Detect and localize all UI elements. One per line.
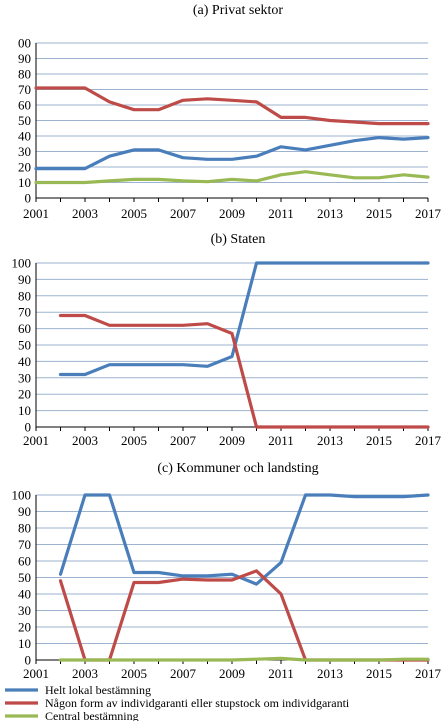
y-tick-label: 20 <box>18 159 31 175</box>
y-tick-label: 80 <box>18 520 31 536</box>
x-tick-label: 2007 <box>170 433 196 448</box>
x-tick-label: 2001 <box>23 666 49 681</box>
y-tick-label: 90 <box>18 51 31 66</box>
x-tick-label: 2003 <box>72 433 98 448</box>
y-tick-label: 00 <box>18 35 31 51</box>
x-tick-label: 2007 <box>170 666 196 681</box>
chart-title: (b) Staten <box>210 232 266 247</box>
series-line-helt-lokal-best-mning <box>61 495 429 584</box>
x-tick-label: 2013 <box>317 433 343 448</box>
legend-label: Helt lokal bestämning <box>45 683 151 697</box>
series-line-central-best-mning <box>36 172 428 183</box>
y-tick-label: 50 <box>18 337 31 353</box>
x-tick-label: 2015 <box>366 666 392 681</box>
x-tick-label: 2011 <box>268 433 294 448</box>
y-tick-label: 30 <box>18 370 31 386</box>
series-line-helt-lokal-best-mning <box>36 138 428 169</box>
x-tick-label: 2017 <box>415 206 441 221</box>
y-tick-label: 0 <box>24 419 31 435</box>
chart-title: (a) Privat sektor <box>192 3 284 18</box>
x-tick-label: 2015 <box>366 206 392 221</box>
y-tick-label: 100 <box>11 255 31 271</box>
x-tick-label: 2009 <box>219 206 245 221</box>
y-tick-label: 40 <box>18 586 31 602</box>
x-tick-label: 2003 <box>72 666 98 681</box>
y-tick-label: 80 <box>18 66 31 82</box>
x-tick-label: 2005 <box>121 433 147 448</box>
x-tick-label: 2007 <box>170 206 196 221</box>
x-tick-label: 2005 <box>121 666 147 681</box>
y-tick-label: 40 <box>18 128 31 144</box>
y-tick-label: 50 <box>18 113 31 128</box>
x-tick-label: 2001 <box>23 433 49 448</box>
chart-title: (c) Kommuner och landsting <box>157 461 319 476</box>
y-tick-label: 0 <box>24 652 31 668</box>
y-tick-label: 60 <box>18 97 31 113</box>
x-tick-label: 2001 <box>23 206 49 221</box>
x-tick-label: 2013 <box>317 666 343 681</box>
x-tick-label: 2013 <box>317 206 343 221</box>
y-tick-label: 20 <box>18 619 31 635</box>
y-tick-label: 20 <box>18 386 31 402</box>
y-tick-label: 40 <box>18 353 31 369</box>
x-tick-label: 2003 <box>72 206 98 221</box>
y-tick-label: 60 <box>18 321 31 337</box>
x-tick-label: 2011 <box>268 666 294 681</box>
series-line-central-best-mning <box>61 658 429 660</box>
series-line-n-gon-form-av-individgaranti-eller-stups <box>61 571 429 660</box>
y-tick-label: 50 <box>18 570 31 585</box>
chart-panel-3 <box>12 461 442 681</box>
x-tick-label: 2011 <box>268 206 294 221</box>
chart-panel-2 <box>12 232 442 448</box>
y-tick-label: 10 <box>18 636 31 651</box>
y-tick-label: 30 <box>18 603 31 618</box>
x-tick-label: 2015 <box>366 433 392 448</box>
y-tick-label: 70 <box>18 82 31 97</box>
y-tick-label: 10 <box>18 403 31 419</box>
y-tick-label: 90 <box>18 271 31 287</box>
x-tick-label: 2009 <box>219 666 245 681</box>
y-tick-label: 90 <box>18 504 31 519</box>
y-tick-label: 80 <box>18 288 31 304</box>
chart-panel-1 <box>18 3 442 221</box>
x-tick-label: 2005 <box>121 206 147 221</box>
y-tick-label: 0 <box>24 190 31 206</box>
y-tick-label: 30 <box>18 144 31 159</box>
series-line-n-gon-form-av-individgaranti-eller-stups <box>36 88 428 124</box>
y-tick-label: 70 <box>18 537 31 552</box>
legend-label: Central bestämning <box>45 709 139 721</box>
y-tick-label: 70 <box>18 304 31 320</box>
x-tick-label: 2009 <box>219 433 245 448</box>
legend <box>5 683 350 721</box>
x-tick-label: 2017 <box>415 666 441 681</box>
legend-label: Någon form av individgaranti eller stupstock om individgaranti <box>45 696 350 710</box>
x-tick-label: 2017 <box>415 433 441 448</box>
y-tick-label: 10 <box>18 175 31 190</box>
y-tick-label: 100 <box>11 487 31 503</box>
y-tick-label: 60 <box>18 553 31 569</box>
